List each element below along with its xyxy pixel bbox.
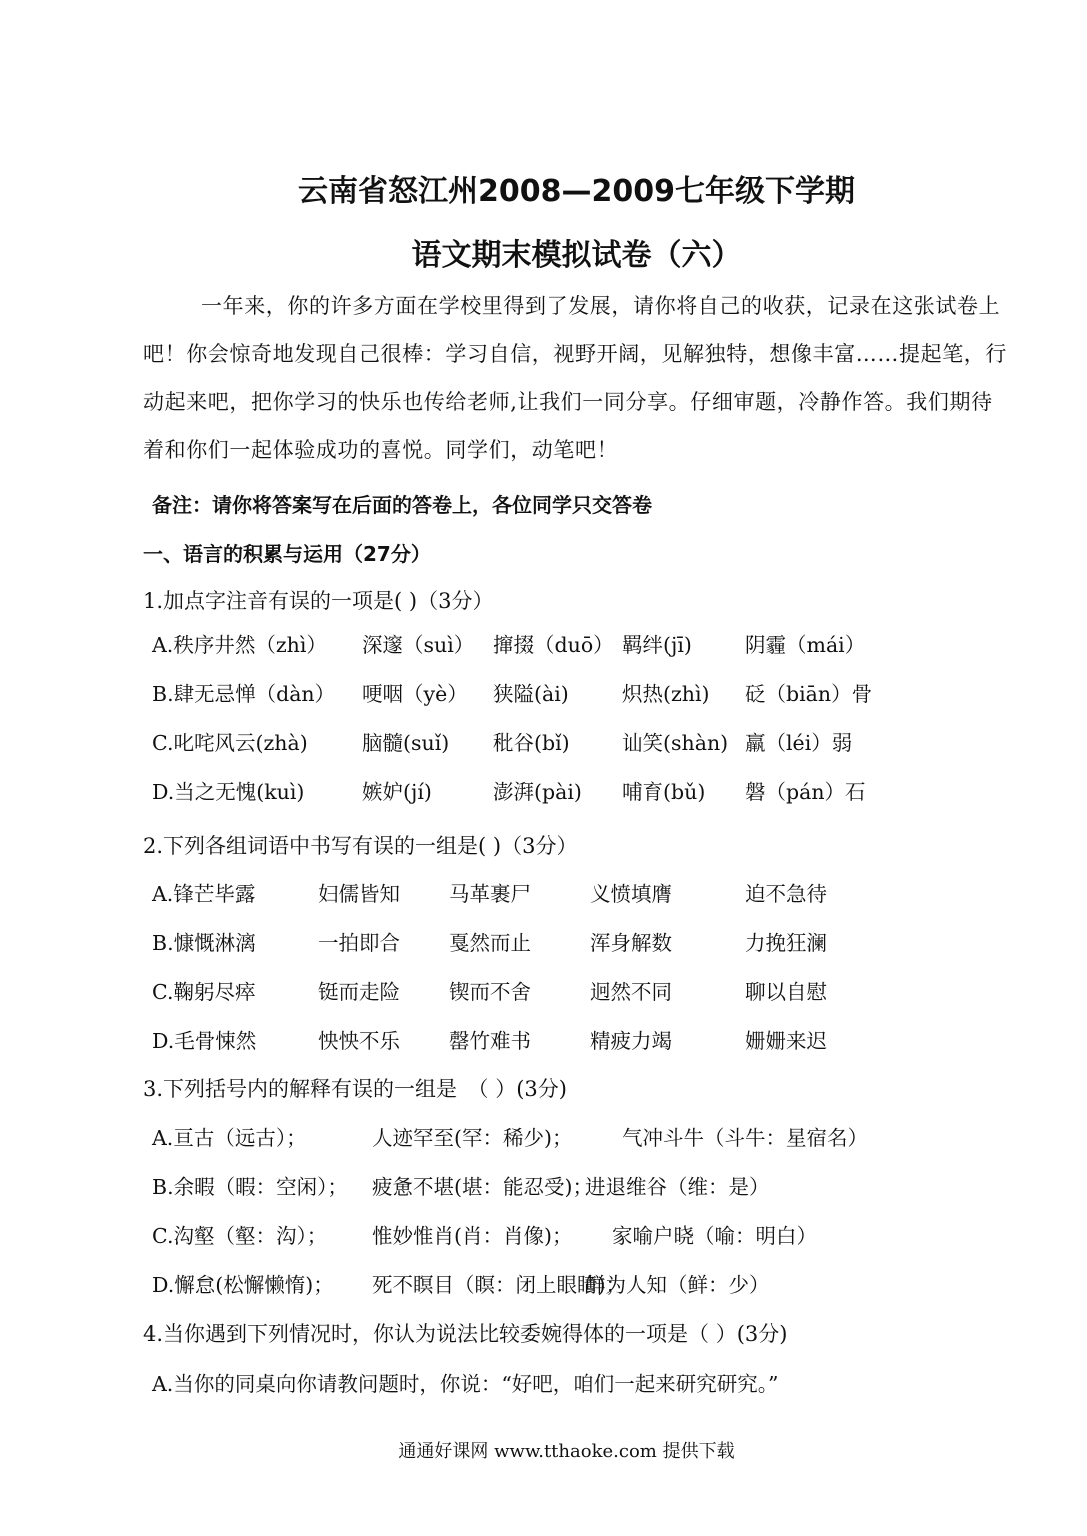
q1-option-a-item-4: 羁绊(jī) [622, 633, 692, 657]
q2-option-b-item-4: 浑身解数 [590, 931, 672, 955]
q1-option-c-item-4: 讪笑(shàn) [622, 731, 729, 755]
q2-option-a-item-2: 妇儒皆知 [318, 882, 400, 906]
q1-option-c-item-5: 羸（léi）弱 [745, 731, 853, 755]
q1-option-c-item-3: 秕谷(bǐ) [493, 731, 570, 755]
q1-option-b-item-2: 哽咽（yè） [362, 682, 468, 706]
q1-option-d-item-1: D.当之无愧(kuì) [152, 780, 305, 804]
q2-option-a-item-4: 义愤填膺 [590, 882, 672, 906]
q1-option-a-item-1: A.秩序井然（zhì） [152, 633, 327, 657]
q1-option-b-item-4: 炽热(zhì) [622, 682, 710, 706]
q3-option-a-item-1: A.亘古（远古）； [152, 1126, 307, 1150]
q3-option-d-item-3: 鲜为人知（鲜：少） [585, 1273, 770, 1297]
q2-option-c-item-3: 锲而不舍 [449, 980, 531, 1004]
q3-option-b-item-3: 进退维谷（维：是） [585, 1175, 770, 1199]
q2-option-d-item-4: 精疲力竭 [590, 1029, 672, 1053]
q3-option-d-item-1: D.懈怠(松懈懒惰)； [152, 1273, 334, 1297]
q2-option-c-item-4: 迥然不同 [590, 980, 672, 1004]
q2-option-a-item-3: 马革裹尸 [449, 882, 531, 906]
exam-title-line1: 云南省怒江州2008—2009七年级下学期 [298, 174, 855, 209]
q2-option-a-item-1: A.锋芒毕露 [152, 882, 256, 906]
q1-option-d-item-3: 澎湃(pài) [493, 780, 582, 804]
intro-paragraph [143, 282, 1013, 474]
q2-option-d-item-5: 姗姗来迟 [745, 1029, 827, 1053]
q3-stem: 3.下列括号内的解释有误的一组是 （ ）(3分) [143, 1077, 567, 1101]
q2-option-b-item-5: 力挽狂澜 [745, 931, 827, 955]
q3-option-c-item-1: C.沟壑（壑：沟）； [152, 1224, 328, 1248]
q1-option-a-item-5: 阴霾（mái） [745, 633, 866, 657]
q3-option-a-item-3: 气冲斗牛（斗牛：星宿名） [622, 1126, 868, 1150]
q2-option-c-item-5: 聊以自慰 [745, 980, 827, 1004]
q1-option-d-item-5: 磐（pán）石 [745, 780, 866, 804]
q3-option-c-item-3: 家喻户晓（喻：明白） [612, 1224, 817, 1248]
q3-option-b-item-1: B.余暇（暇：空闲）； [152, 1175, 348, 1199]
q3-option-c-item-2: 惟妙惟肖(肖：肖像)； [372, 1224, 573, 1248]
q2-option-b-item-1: B.慷慨淋漓 [152, 931, 256, 955]
q1-option-a-item-3: 撺掇（duō） [493, 633, 614, 657]
q2-option-c-item-2: 铤而走险 [318, 980, 400, 1004]
q2-option-d-item-3: 罄竹难书 [449, 1029, 531, 1053]
q2-option-b-item-2: 一拍即合 [318, 931, 400, 955]
q1-option-d-item-2: 嫉妒(jí) [362, 780, 432, 804]
q1-stem: 1.加点字注音有误的一项是( )（3分） [143, 589, 494, 613]
page-footer: 通通好课网 www.tthaoke.com 提供下载 [398, 1441, 735, 1462]
q3-option-d-item-2: 死不瞑目（瞑：闭上眼睛)； [372, 1273, 626, 1297]
q2-option-d-item-1: D.毛骨悚然 [152, 1029, 257, 1053]
q1-option-b-item-1: B.肆无忌惮（dàn） [152, 682, 336, 706]
q1-option-b-item-5: 砭（biān）骨 [745, 682, 873, 706]
q1-option-b-item-3: 狭隘(ài) [493, 682, 569, 706]
q3-option-b-item-2: 疲惫不堪(堪：能忍受)； [372, 1175, 593, 1199]
section-heading: 一、语言的积累与运用（27分） [143, 542, 431, 566]
q2-option-d-item-2: 怏怏不乐 [318, 1029, 400, 1053]
q1-option-d-item-4: 哺育(bǔ) [622, 780, 706, 804]
q1-option-c-item-2: 脑髓(suǐ) [362, 731, 450, 755]
answer-note: 备注：请你将答案写在后面的答卷上，各位同学只交答卷 [152, 493, 652, 517]
intro-text: 一年来，你的许多方面在学校里得到了发展，请你将自己的收获，记录在这张试卷上吧！你会惊奇地发现自己很棒：学习自信，视野开阔，见解独特，想像丰富……提起笔，行动起来吧，把你学习的快乐也传给老师,让我们一同分享。仔细审题，冷静作答。我们期待着和你们一起体验成功的喜悦。同学们，动笔吧！ [143, 294, 1007, 462]
q2-option-a-item-5: 迫不急待 [745, 882, 827, 906]
q4-stem: 4.当你遇到下列情况时，你认为说法比较委婉得体的一项是（ ）(3分) [143, 1322, 788, 1346]
q1-option-a-item-2: 深邃（suì） [362, 633, 475, 657]
q2-option-c-item-1: C.鞠躬尽瘁 [152, 980, 256, 1004]
exam-title-line2: 语文期末模拟试卷（六） [411, 238, 742, 273]
q2-stem: 2.下列各组词语中书写有误的一组是( )（3分） [143, 834, 578, 858]
q4-option-a: A.当你的同桌向你请教问题时，你说：“好吧，咱们一起来研究研究。” [152, 1372, 779, 1396]
q3-option-a-item-2: 人迹罕至(罕：稀少)； [372, 1126, 573, 1150]
q1-option-c-item-1: C.叱咤风云(zhà) [152, 731, 308, 755]
q2-option-b-item-3: 戛然而止 [449, 931, 531, 955]
